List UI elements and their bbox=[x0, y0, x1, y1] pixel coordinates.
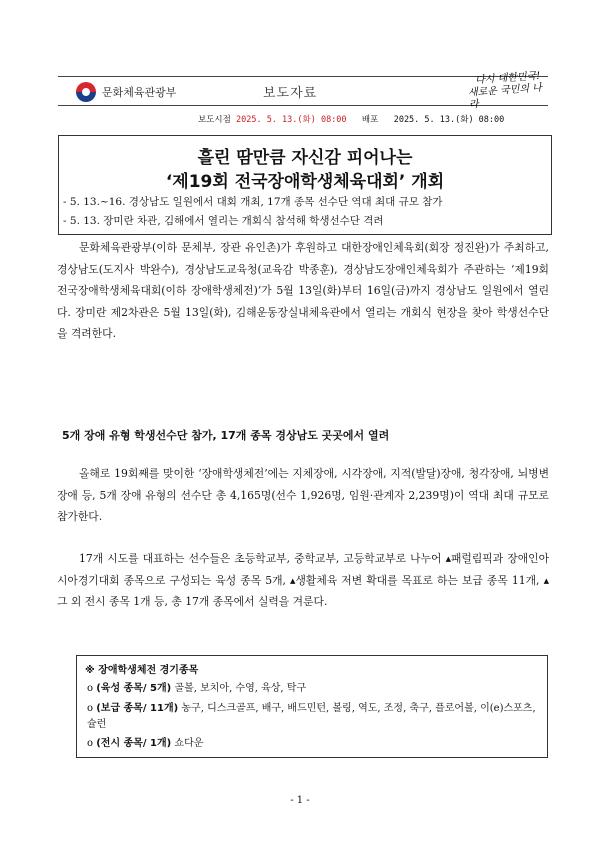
title-line1: 흘린 땀만큼 자신감 피어나는 bbox=[197, 148, 413, 168]
title-box bbox=[58, 135, 552, 235]
bullet: o bbox=[87, 738, 94, 749]
paragraph-events: 17개 시도를 대표하는 선수들은 초등학교부, 중학교부, 고등학교부로 나누어 ▴패럴림픽과 장애인아시아경기대회 종목으로 구성되는 육성 종목 5개, ▴생활체육 저변 확대를 목표로 하는 보급 종목 11개, ▴그 외 전시 종목 1개 등, 총 17개 종목에서 실력을 겨룬다. bbox=[57, 552, 549, 608]
embargo-value: 2025. 5. 13.(화) 08:00 bbox=[235, 115, 347, 125]
events-box-title: ※ 장애학생체전 경기종목 bbox=[85, 665, 199, 676]
events-box bbox=[76, 655, 548, 758]
press-release-label: 보도자료 bbox=[263, 86, 318, 101]
header-bar bbox=[58, 70, 548, 111]
item-text: 농구, 디스크골프, 배구, 배드민턴, 볼링, 역도, 조정, 축구, 플로어볼, 이(e)스포츠, 슐런 bbox=[87, 703, 536, 730]
item-text: 쇼다운 bbox=[174, 738, 204, 749]
paragraph-intro: 문화체육관광부(이하 문체부, 장관 유인촌)가 후원하고 대한장애인체육회(회장 정진완)가 주최하고, 경상남도(도지사 박완수), 경상남도교육청(교육감 박종훈), 경상남도장애인체육회가 주관하는 ‘제19회 전국장애학생체육대회(이하 장애학생체전)’가 5월 13일(화)부터 16일(금)까지 경상남도 일원에서 열린다. 장미란 제2차관은 5월 13일(화), 김해운동장실내체육관에서 열리는 개회식 현장을 찾아 학생선수단을 격려한다. bbox=[57, 241, 549, 340]
embargo-label: 보도시점 bbox=[198, 115, 231, 125]
ministry-name: 문화체육관광부 bbox=[102, 86, 177, 99]
release-dates bbox=[198, 113, 504, 125]
release-label: 배포 bbox=[361, 115, 379, 125]
title-line2: ‘제19회 전국장애학생체육대회’ 개회 bbox=[165, 172, 445, 192]
bullet: o bbox=[87, 703, 94, 714]
ministry-logo bbox=[76, 82, 176, 102]
slogan bbox=[467, 70, 549, 111]
section-heading: 5개 장애 유형 학생선수단 참가, 17개 종목 경상남도 곳곳에서 열려 bbox=[62, 429, 390, 442]
subtitle-1: - 5. 13.~16. 경상남도 일원에서 대회 개최, 17개 종목 선수단 역대 최대 규모 참가 bbox=[63, 196, 443, 208]
page-number: - 1 - bbox=[290, 795, 310, 806]
item-label: (전시 종목/ 1개) bbox=[96, 738, 172, 749]
subtitle-2: - 5. 13. 장미란 차관, 김해에서 열리는 개회식 참석해 학생선수단 격려 bbox=[63, 215, 384, 227]
release-value: 2025. 5. 13.(화) 08:00 bbox=[393, 115, 505, 125]
events-item-exhibition bbox=[87, 736, 537, 752]
item-label: (보급 종목/ 11개) bbox=[96, 703, 179, 714]
bullet: o bbox=[87, 683, 94, 694]
paragraph-participants: 올해로 19회째를 맞이한 ‘장애학생체전’에는 지체장애, 시각장애, 지적(발달)장애, 청각장애, 뇌병변장애 등, 5개 장애 유형의 선수단 총 4,165명(선수 1,926명, 임원·관계자 2,239명)이 역대 최대 규모로 참가한다. bbox=[57, 467, 549, 523]
slogan-line1: 다시 대한민국! bbox=[474, 70, 541, 87]
events-item-training bbox=[87, 681, 537, 697]
taegeuk-icon bbox=[76, 82, 96, 102]
item-label: (육성 종목/ 5개) bbox=[96, 683, 172, 694]
item-text: 골볼, 보치아, 수영, 육상, 탁구 bbox=[174, 683, 307, 694]
slogan-line2: 새로운 국민의 나라 bbox=[467, 82, 543, 111]
events-item-popular bbox=[87, 701, 537, 733]
